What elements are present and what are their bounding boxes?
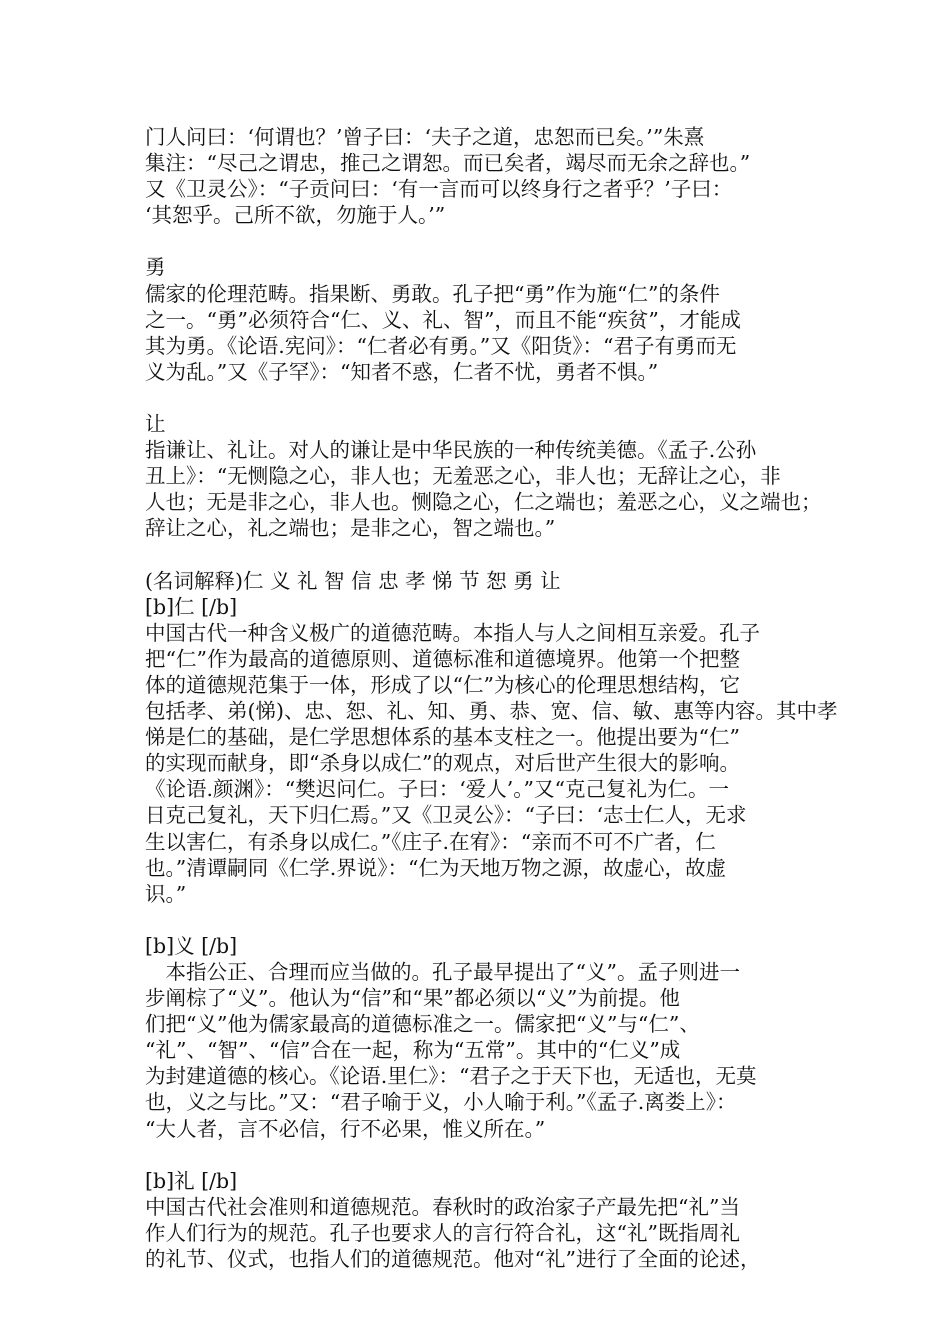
text-line: 包括孝、弟(悌)、忠、恕、礼、知、勇、恭、宽、信、敏、惠等内容。其中孝 [145,699,838,724]
text-line: 也。”清谭嗣同《仁学.界说》：“仁为天地万物之源，故虚心，故虚 [145,855,726,880]
text-line: 指谦让、礼让。对人的谦让是中华民族的一种传统美德。《孟子.公孙 [145,438,757,463]
paragraph-gap [145,542,825,568]
text-line: 的礼节、仪式，也指人们的道德规范。他对“礼”进行了全面的论述， [145,1247,761,1272]
section-ren [145,594,838,907]
paragraph-gap [145,1142,825,1168]
text-line: 门人问曰：‘何谓也？’曾子曰：‘夫子之道，忠恕而已矣。’”朱熹 [145,125,705,149]
text-line: 也，义之与比。”又：“君子喻于义，小人喻于利。”《孟子.离娄上》： [145,1090,737,1115]
section-title: [b]仁 [/b] [145,594,238,619]
text-line: 生以害仁，有杀身以成仁。”《庄子.在宥》：“亲而不可不广者，仁 [145,829,716,854]
text-line: 把“仁”作为最高的道德原则、道德标准和道德境界。他第一个把整 [145,646,740,671]
text-line: 的实现而献身，即“杀身以成仁”的观点，对后世产生很大的影响。 [145,751,740,776]
section-title: 让 [145,412,166,437]
text-line: 为封建道德的核心。《论语.里仁》：“君子之于天下也，无适也，无莫 [145,1064,757,1089]
paragraph-gap [145,228,825,254]
section-title: [b]礼 [/b] [145,1168,238,1193]
section-rang [145,411,825,541]
text-line: 识。” [145,881,187,906]
text-line: 中国古代一种含义极广的道德范畴。本指人与人之间相互亲爱。孔子 [145,620,760,645]
text-line: 其为勇。《论语.宪问》：“仁者必有勇。”又《阳货》：“君子有勇而无 [145,333,737,358]
text-line: 又《卫灵公》：“子贡问曰：‘有一言而可以终身行之者乎？’子曰： [145,177,733,202]
text-line: “礼”、“智”、“信”合在一起，称为“五常”。其中的“仁义”成 [145,1038,681,1063]
section-shu-continued [145,124,825,228]
paragraph-gap [145,385,825,411]
text-line: 本指公正、合理而应当做的。孔子最早提出了“义”。孟子则进一 [145,960,740,984]
text-line: 丑上》：“无恻隐之心，非人也；无羞恶之心，非人也；无辞让之心，非 [145,464,781,489]
text-line: 步阐棕了“义”。他认为“信”和“果”都必须以“义”为前提。他 [145,986,680,1011]
paragraph-gap [145,907,825,933]
section-title: 勇 [145,255,166,280]
text-line: 中国古代社会准则和道德规范。春秋时的政治家子产最先把“礼”当 [145,1194,740,1219]
section-yi [145,933,825,1142]
text-line: 之一。“勇”必须符合“仁、义、礼、智”，而且不能“疾贫”，才能成 [145,307,741,332]
text-line: 《论语.颜渊》：“樊迟问仁。子曰：‘爱人’。”又“克己复礼为仁。一 [145,777,729,802]
text-line: “大人者，言不必信，行不必果，惟义所在。” [145,1116,546,1141]
text-line: 悌是仁的基础，是仁学思想体系的基本支柱之一。他提出要为“仁” [145,725,740,750]
text-line: 辞让之心，礼之端也；是非之心，智之端也。” [145,516,556,541]
text-line: 日克己复礼，天下归仁焉。”又《卫灵公》：“子曰：‘志士仁人，无求 [145,803,747,828]
text-line: 们把“义”他为儒家最高的道德标准之一。儒家把“义”与“仁”、 [145,1012,700,1037]
document-page [145,124,838,1272]
text-line: 义为乱。”又《子罕》：“知者不惑，仁者不忧，勇者不惧。” [145,359,659,384]
text-line: 人也；无是非之心，非人也。恻隐之心，仁之端也；羞恶之心，义之端也； [145,490,822,515]
text-line: 儒家的伦理范畴。指果断、勇敢。孔子把“勇”作为施“仁”的条件 [145,281,720,306]
text-line: 作人们行为的规范。孔子也要求人的言行符合礼，这“礼”既指周礼 [145,1220,740,1245]
text-line: 体的道德规范集于一体，形成了以“仁”为核心的伦理思想结构，它 [145,672,740,697]
text-line: ‘其恕乎。己所不欲，勿施于人。’” [145,203,446,228]
section-title: [b]义 [/b] [145,933,238,958]
text-line: 集注：“尽己之谓忠，推己之谓恕。而已矣者，竭尽而无余之辞也。” [145,151,751,176]
glossary-heading: (名词解释)仁 义 礼 智 信 忠 孝 悌 节 恕 勇 让 [145,568,561,593]
section-li [145,1168,825,1272]
section-yong [145,254,825,384]
